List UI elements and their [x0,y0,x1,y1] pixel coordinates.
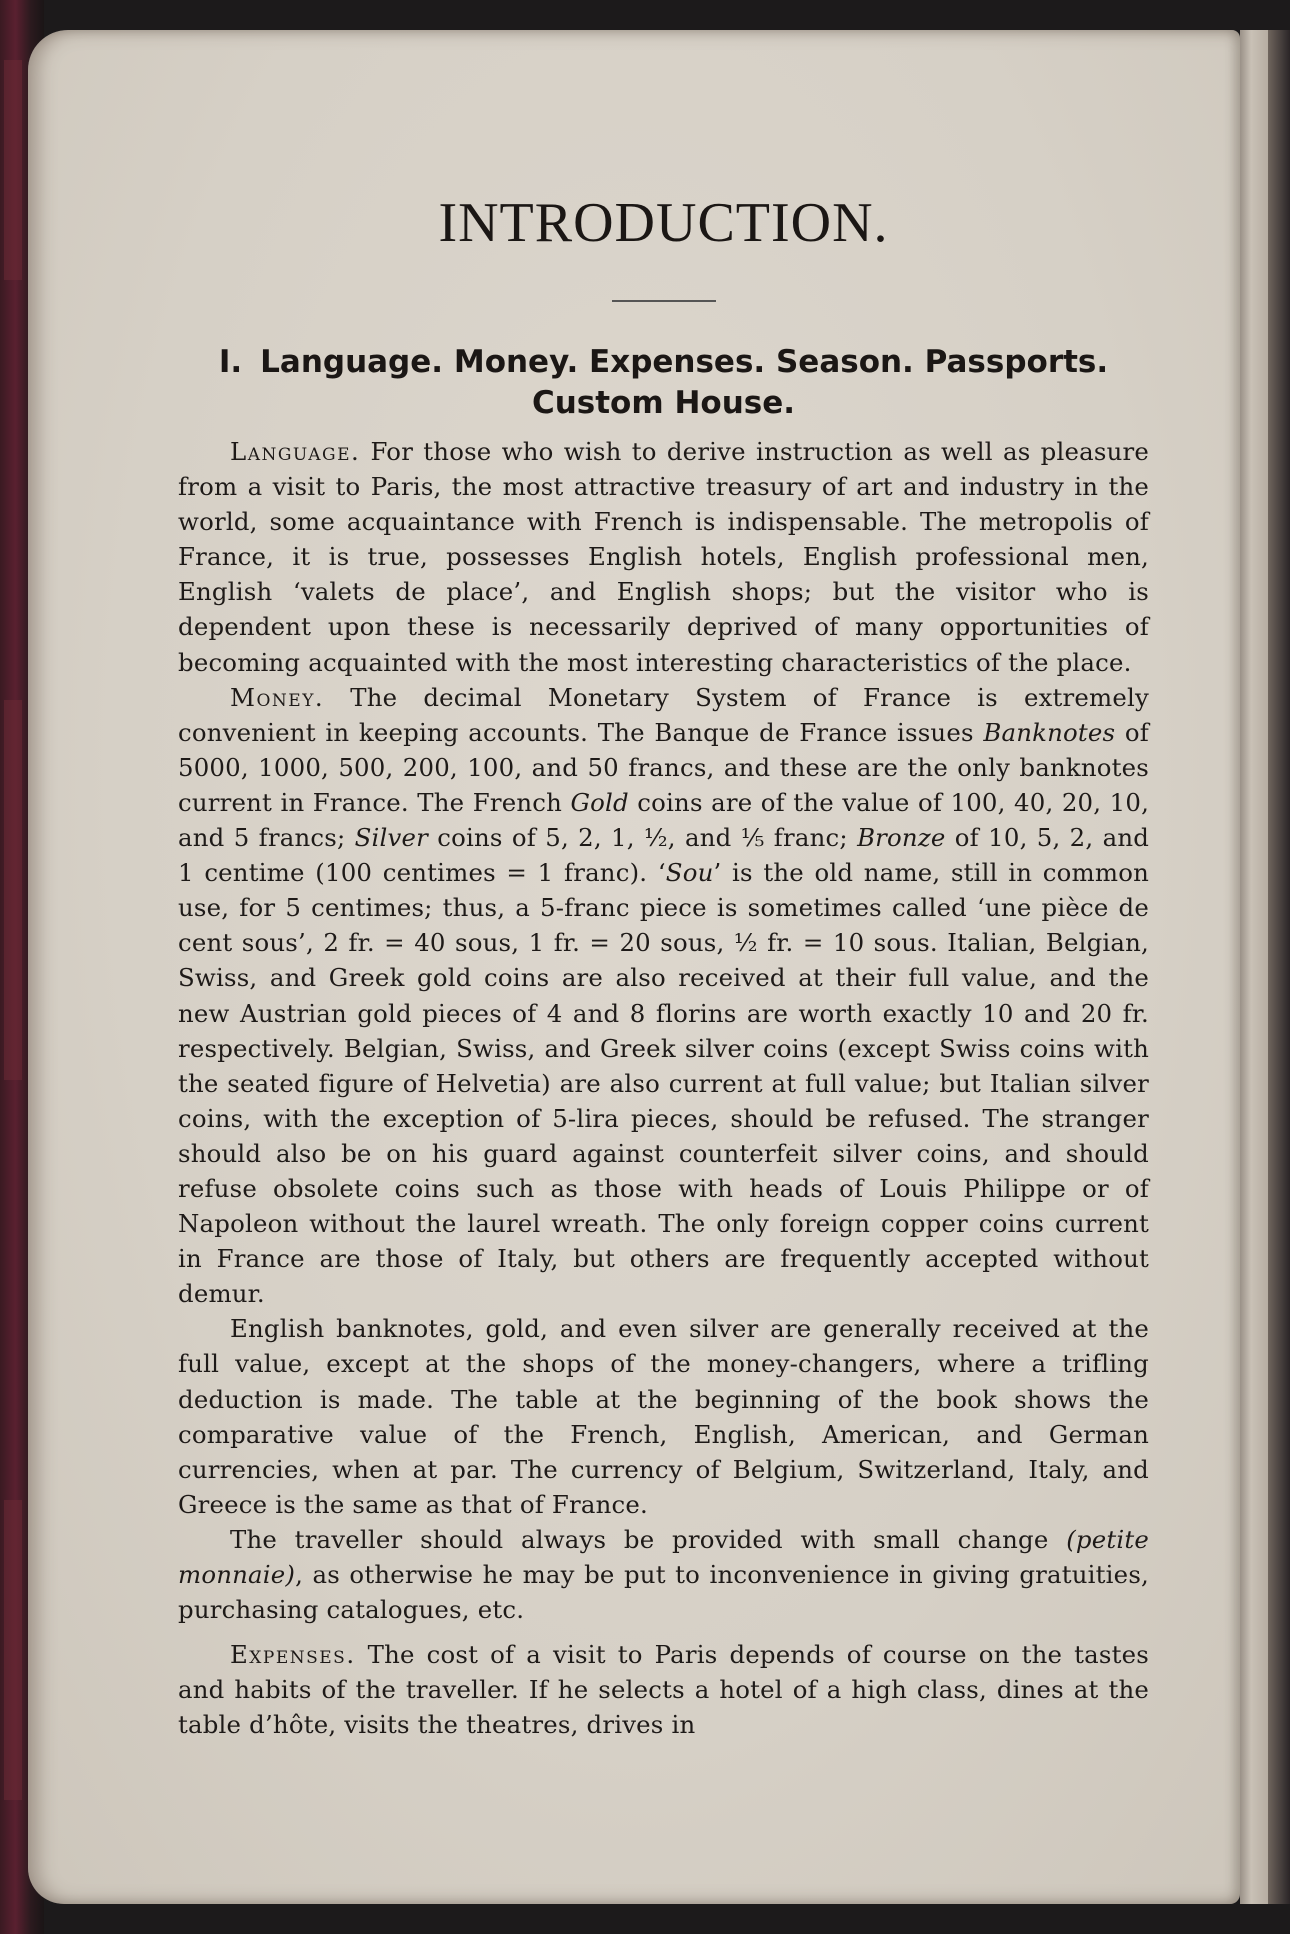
paragraph-language [178,434,1149,680]
facing-page-edge [1268,30,1290,1904]
binding-strip [4,700,22,1080]
section-heading [178,342,1149,424]
text-run: The decimal Monetary System of France is extremely convenient in keeping accounts. The Banque de France issues [178,682,1149,747]
italic-term: Banknotes [983,717,1116,747]
page-gutter [1240,30,1268,1904]
italic-term: Gold [570,787,629,817]
paragraph-lead: Language. [230,437,361,466]
text-run: of 10, 5, 2, and 1 centime (100 centimes = 1 franc). ‘ [178,823,1150,888]
italic-term: (petite monnaie) [178,1524,1150,1589]
paragraph-small-change [178,1522,1149,1627]
paragraph-text: English banknotes, gold, and even silver are generally received at the full value, except at the shops of the money-changers, where a trifling deduction is made. The table at the beginning of the book shows the comparative value of the French, English, American, and German currencies, when at par. The currency of Belgium, Switzerland, Italy, and Greece is the same as that of France. [178,1314,1149,1519]
section-title: Language. Money. Expenses. Season. Passports. Custom House. [260,344,1109,421]
page-content [178,178,1149,1742]
page-title: INTRODUCTION. [438,192,889,254]
italic-term: Silver [354,823,429,853]
text-run: coins are of the value of 100, 40, 20, 10, and 5 francs; [178,787,1150,853]
text-run: of 5000, 1000, 500, 200, 100, and 50 francs, and these are the only banknotes current in France. The French [178,717,1150,817]
binding-strip [4,60,22,280]
paragraph-text: For those who wish to derive instruction as well as pleasure from a visit to Paris, the most attractive treasury of art and industry in the world, some acquaintance with French is indispensable. The metropolis of France, it is true, possesses English hotels, English professional men, English ‘valets de place’, and English shops; but the visitor who is dependent upon these is necessarily deprived of many opportunities of becoming acquainted with the most interesting characteristics of the place. [178,437,1149,677]
paragraph-text: The cost of a visit to Paris depends of course on the tastes and habits of the traveller. If he selects a hotel of a high class, dines at the table d’hôte, visits the theatres, drives in [178,1640,1149,1740]
italic-term: Bronze [857,823,946,853]
paragraph-banknotes [178,1311,1149,1522]
paragraph-lead: Expenses. [230,1640,356,1670]
text-run: coins of 5, 2, 1, ½, and ⅕ franc; [437,823,848,853]
paragraph-expenses [178,1637,1149,1742]
paragraph-money [178,680,1149,1312]
text-run: , as otherwise he may be put to inconvenience in giving gratuities, purchasing catalogues, etc. [178,1560,1149,1625]
text-run: ’ is the old name, still in common use, for 5 centimes; thus, a 5-franc piece is sometimes called ‘une pièce de cent sous’, 2 fr. = 40 sous, 1 fr. = 20 sous, ½ fr. = 10 sous. Italian, Belgian, Swiss, and Greek gold coins are also received at their full value, and the new Austrian gold pieces of 4 and 8 florins are worth exactly 10 and 20 fr. respectively. Belgian, Swiss, and Greek silver coins (except Swiss coins with the seated figure of Helvetia) are also current at full value; but Italian silver coins, with the exception of 5-lira pieces, should be refused. The stranger should also be on his guard against counterfeit silver coins, and should refuse obsolete coins such as those with heads of Louis Philippe or of Napoleon without the laurel wreath. The only foreign copper coins current in France are those of Italy, but others are frequently accepted without demur. [178,858,1149,1309]
binding-strip [4,1500,22,1800]
paragraph-lead: Money. [230,682,325,712]
italic-term: Sou [665,858,714,888]
title-rule [612,300,716,302]
text-run: The traveller should always be provided with small change [230,1524,1049,1554]
section-number: I. [218,344,243,380]
